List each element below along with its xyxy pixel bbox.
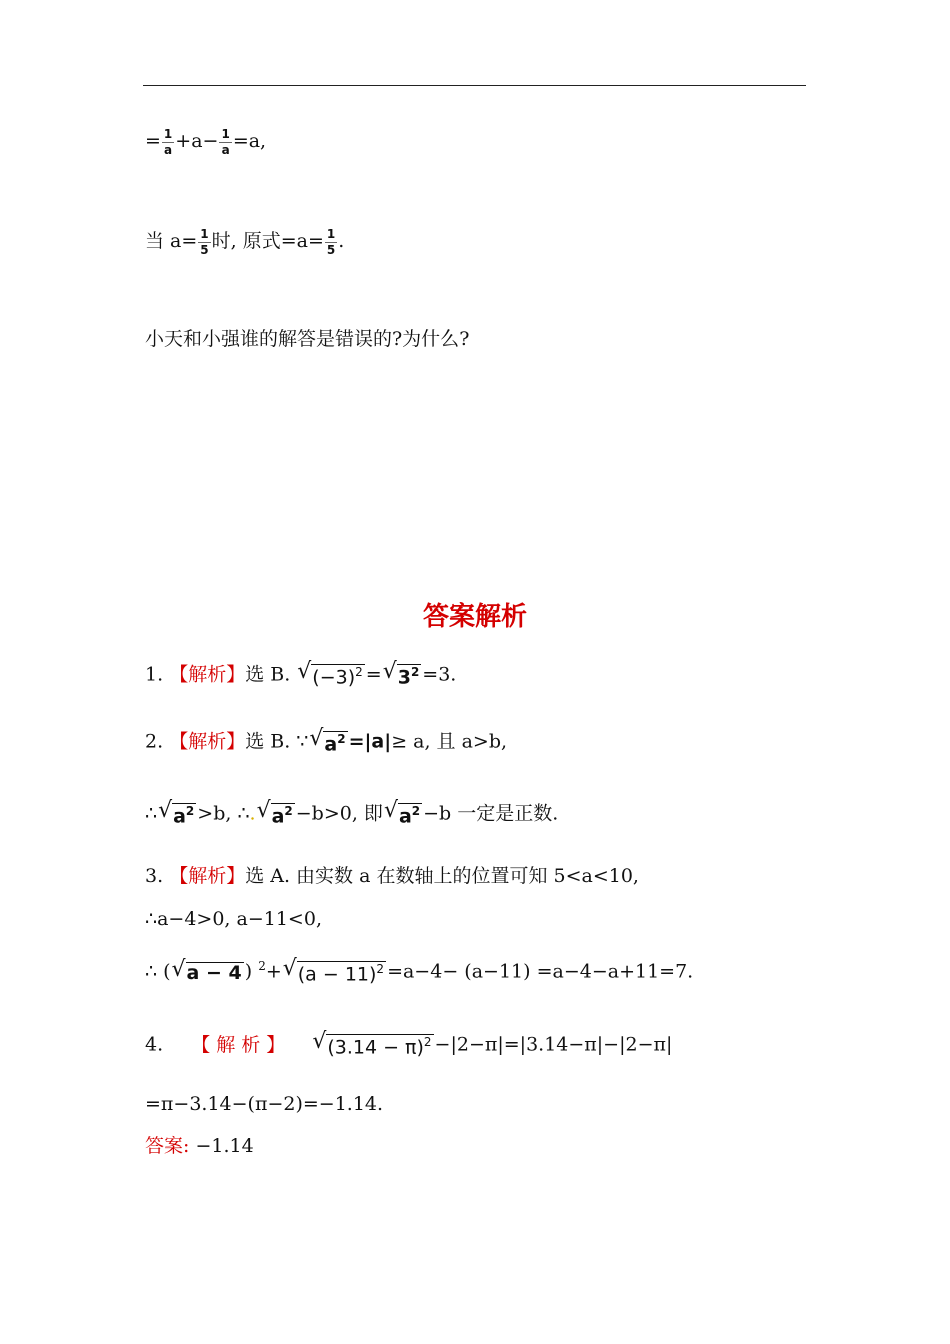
text: 选 B. ∵ [245, 730, 309, 753]
radical-sign: √ [256, 798, 271, 823]
radical-sign: √ [297, 659, 312, 684]
text: (a − 11) [297, 962, 377, 985]
text: −|2−π|=|3.14−π|−|2−π| [434, 1033, 673, 1056]
square-root [282, 955, 386, 985]
text: = [365, 663, 382, 686]
answer-2 [145, 726, 508, 756]
text: =a−4− (a−11) =a−4−a+11=7. [387, 960, 694, 983]
radical-sign: √ [309, 726, 324, 751]
square-root [309, 726, 347, 756]
square-root [297, 659, 364, 689]
text: (−3) [312, 666, 356, 689]
text: 当 a= [145, 230, 198, 252]
radicand [271, 803, 295, 826]
exponent: 2 [355, 665, 363, 679]
answer-1 [145, 659, 457, 689]
denominator: a [221, 143, 230, 157]
analysis-tag: 【解析】 [169, 663, 246, 686]
numerator: 1 [200, 227, 209, 241]
radical-sign: √ [382, 659, 397, 684]
radical-sign: √ [312, 1029, 327, 1054]
exponent: 2 [258, 959, 266, 973]
item-number: 3. [145, 865, 164, 887]
text: =3. [422, 663, 457, 686]
denominator: 5 [200, 243, 209, 257]
exponent: 2 [423, 1035, 432, 1049]
text: ) [244, 960, 259, 983]
text: . [338, 230, 345, 252]
equation-line-2 [145, 228, 344, 256]
answer-3-line-3 [145, 955, 694, 985]
radicand: a − 4 [186, 961, 242, 984]
radicand [326, 1034, 433, 1057]
text: =a, [232, 130, 267, 152]
numerator: 1 [221, 127, 230, 141]
radicand [398, 803, 422, 826]
radical-sign: √ [282, 955, 297, 981]
text: a [173, 805, 186, 828]
numerator: 1 [163, 127, 173, 141]
text: 选 A. 由实数 a 在数轴上的位置可知 5<a<10, [245, 865, 639, 887]
answer-label: 答案: [145, 1135, 190, 1157]
square-root [312, 1029, 433, 1059]
dot-mark: . [249, 802, 256, 825]
radicand [297, 961, 386, 984]
text: ∴ ( [145, 960, 171, 983]
text: 时, 原式=a= [211, 230, 324, 252]
fraction [219, 128, 231, 156]
fraction [198, 228, 210, 256]
equation-line-1 [145, 128, 266, 156]
text: ≥ a, 且 a>b, [391, 730, 508, 753]
radicand [311, 664, 364, 687]
analysis-tag: 【 解 析 】 [191, 1033, 286, 1056]
answer-3-line-2: ∴a−4>0, a−11<0, [145, 908, 322, 930]
absolute-value: =|a| [348, 730, 392, 753]
answer-4-line-2: =π−3.14−(π−2)=−1.14. [145, 1093, 384, 1115]
fraction [325, 228, 337, 256]
item-number: 4. [145, 1033, 164, 1056]
radicand [323, 731, 347, 754]
fraction [162, 128, 174, 156]
square-root [382, 659, 422, 689]
answer-4 [145, 1029, 673, 1059]
text: +a− [175, 130, 219, 152]
square-root [158, 798, 196, 828]
exponent: 2 [284, 804, 293, 818]
text: −b 一定是正数. [423, 802, 559, 825]
answer-value: −1.14 [195, 1135, 254, 1157]
exponent: 2 [337, 732, 346, 746]
text: 选 B. [245, 663, 291, 686]
item-number: 1. [145, 663, 164, 686]
text: (3.14 − π) [327, 1036, 424, 1059]
exponent: 2 [376, 961, 385, 976]
text: 3 [397, 666, 411, 689]
text: a [398, 805, 412, 828]
exponent: 2 [410, 665, 420, 679]
radical-sign: √ [158, 798, 173, 823]
denominator: a [164, 143, 173, 157]
exponent: 2 [185, 804, 195, 818]
text: −b>0, 即 [295, 802, 383, 825]
denominator: 5 [326, 243, 336, 257]
numerator: 1 [326, 227, 336, 241]
answer-4-final [145, 1137, 254, 1156]
answers-title: 答案解析 [422, 602, 527, 632]
text: ∴ [145, 802, 158, 825]
analysis-tag: 【解析】 [169, 865, 246, 887]
square-root [383, 798, 422, 828]
text: a [271, 805, 285, 828]
square-root [256, 798, 295, 828]
text: = [145, 130, 161, 152]
header-rule [143, 85, 806, 86]
radical-sign: √ [171, 956, 186, 982]
text: + [265, 960, 282, 983]
answer-3 [145, 867, 639, 886]
square-root [171, 956, 244, 984]
radicand [397, 664, 422, 687]
radicand [172, 803, 196, 826]
radical-sign: √ [383, 798, 398, 823]
analysis-tag: 【解析】 [169, 730, 246, 753]
exponent: 2 [411, 804, 421, 818]
text: a [324, 733, 338, 756]
question-text: 小天和小强谁的解答是错误的?为什么? [145, 328, 470, 350]
item-number: 2. [145, 730, 164, 753]
answer-2-line-2 [145, 798, 559, 828]
text: >b, ∴ [197, 802, 250, 825]
